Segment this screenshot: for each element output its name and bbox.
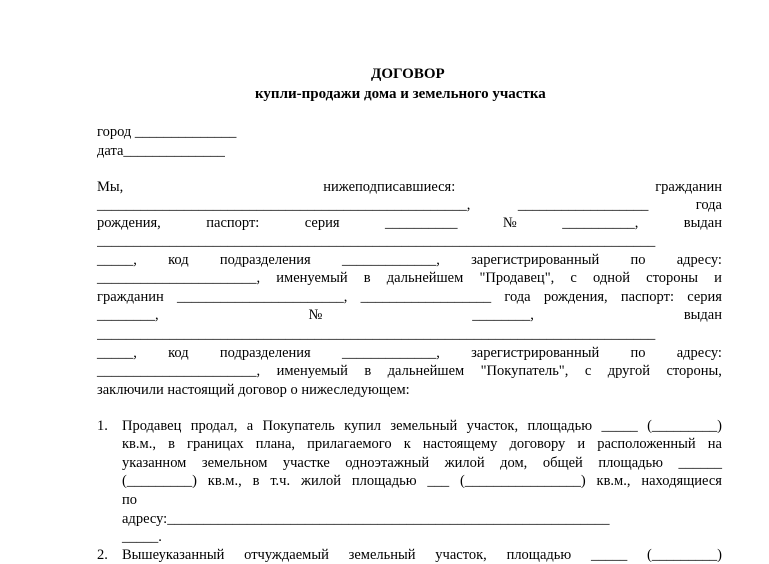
word: _______________________, — [177, 289, 348, 305]
parties-line-2 — [97, 196, 722, 214]
word: паспорт: — [206, 215, 260, 231]
word: адресу: — [676, 252, 722, 268]
word: _____ — [591, 547, 628, 563]
item-1-line-2 — [122, 435, 722, 453]
parties-line-12: заключили настоящий договор о нижеследующем: — [97, 382, 410, 398]
word: № — [502, 215, 517, 231]
document-title: ДОГОВОР — [371, 66, 445, 82]
word: кв.м., — [122, 436, 156, 452]
word: т.ч. — [270, 473, 291, 489]
item-1-line-5: по — [122, 492, 138, 508]
word: ______ — [678, 455, 722, 471]
item-1-number: 1. — [97, 418, 108, 434]
item-1-line-4 — [122, 472, 722, 490]
word: выдан — [683, 215, 722, 231]
word: в — [364, 363, 372, 379]
word: года — [504, 289, 531, 305]
item-2-number: 2. — [97, 547, 108, 563]
word: ______________________, — [97, 270, 261, 286]
item-1-line-1 — [122, 417, 722, 435]
word: Покупатель — [262, 418, 335, 434]
word: настоящему — [422, 436, 498, 452]
word: находящиеся — [641, 473, 722, 489]
word: подразделения — [219, 252, 311, 268]
word: участок, — [435, 547, 487, 563]
word: площадью — [527, 418, 593, 434]
word: "Покупатель", — [480, 363, 569, 379]
word: площадью — [598, 455, 663, 471]
parties-line-11 — [97, 362, 722, 380]
word: в — [168, 436, 175, 452]
word: общей — [542, 455, 583, 471]
word: площадью — [506, 547, 572, 563]
word: Вышеуказанный — [122, 547, 225, 563]
word: по — [630, 345, 646, 361]
word: серия — [687, 289, 722, 305]
word: ________, — [97, 307, 159, 323]
word: в — [363, 270, 371, 286]
word: одноэтажный — [345, 455, 430, 471]
word: _____ — [601, 418, 638, 434]
word: прилагаемого — [307, 436, 392, 452]
word: договору — [509, 436, 566, 452]
word: код — [168, 252, 189, 268]
word: земельный — [390, 418, 458, 434]
parties-line-6 — [97, 269, 722, 287]
word: ______________________, — [97, 363, 261, 379]
word: кв.м., — [207, 473, 242, 489]
word: код — [168, 345, 189, 361]
word: одной — [593, 270, 630, 286]
word: Мы, — [97, 179, 124, 195]
word: подразделения — [219, 345, 311, 361]
parties-line-7 — [97, 288, 722, 306]
word: __________________ — [360, 289, 492, 305]
item-1-line-3 — [122, 454, 722, 472]
word: _____________, — [341, 252, 440, 268]
word: именуемый — [276, 270, 348, 286]
word: рождения, — [543, 289, 608, 305]
word: в — [252, 473, 260, 489]
word: стороны, — [666, 363, 722, 379]
word: к — [403, 436, 411, 452]
word: и — [577, 436, 586, 452]
word: зарегистрированный — [471, 345, 600, 361]
word: адресу: — [676, 345, 722, 361]
word: дальнейшем — [386, 270, 464, 286]
parties-line-1 — [97, 178, 722, 196]
word: зарегистрированный — [471, 252, 600, 268]
word: участок, — [466, 418, 519, 434]
word: выдан — [683, 307, 722, 323]
word: (_________) — [647, 547, 722, 563]
word: участке — [282, 455, 330, 471]
word: расположенный — [597, 436, 696, 452]
word: (_________) — [647, 418, 722, 434]
word: __________, — [562, 215, 639, 231]
word: а — [246, 418, 254, 434]
word: года — [695, 197, 722, 213]
word: с — [570, 270, 577, 286]
word: отчуждаемый — [244, 547, 329, 563]
parties-line-5 — [97, 251, 722, 269]
word: _____, — [97, 252, 137, 268]
word: стороны — [646, 270, 698, 286]
word: другой — [607, 363, 650, 379]
word: и — [714, 270, 722, 286]
word: _____________, — [341, 345, 440, 361]
word: по — [630, 252, 646, 268]
item-1-line-6: адресу:_____________________________________________________________ — [122, 511, 610, 527]
word: (_________) — [122, 473, 197, 489]
word: Продавец — [122, 418, 182, 434]
word: плана, — [255, 436, 296, 452]
word: площадью — [351, 473, 417, 489]
date-line: дата______________ — [97, 143, 225, 159]
word: земельный — [348, 547, 416, 563]
word: __________ — [384, 215, 458, 231]
word: продал, — [190, 418, 238, 434]
word: гражданин — [655, 179, 722, 195]
word: дальнейшем — [387, 363, 465, 379]
word: __________________ — [517, 197, 649, 213]
parties-line-10 — [97, 344, 722, 362]
parties-line-8 — [97, 306, 722, 324]
word: _____, — [97, 345, 137, 361]
word: ___________________________________________________, — [97, 197, 471, 213]
word: купил — [344, 418, 381, 434]
word: указанном — [122, 455, 187, 471]
item-2-line-1 — [122, 546, 722, 564]
word: ___ — [427, 473, 450, 489]
word: паспорт: — [620, 289, 674, 305]
word: № — [308, 307, 323, 323]
word: кв.м., — [596, 473, 631, 489]
word: ________, — [472, 307, 534, 323]
parties-line-3 — [97, 214, 722, 232]
word: земельном — [201, 455, 268, 471]
word: нижеподписавшиеся: — [323, 179, 456, 195]
word: дом, — [500, 455, 528, 471]
word: (________________) — [460, 473, 586, 489]
word: с — [584, 363, 592, 379]
parties-line-9: _____________________________________________________________________________ — [97, 326, 656, 342]
word: границах — [187, 436, 244, 452]
city-line: город ______________ — [97, 124, 237, 140]
word: жилой — [300, 473, 341, 489]
word: рождения, — [97, 215, 161, 231]
item-1-line-7: _____. — [122, 529, 162, 545]
word: гражданин — [97, 289, 164, 305]
document-subtitle: купли-продажи дома и земельного участка — [255, 86, 546, 102]
word: именуемый — [276, 363, 348, 379]
word: "Продавец", — [479, 270, 555, 286]
parties-line-4: _____________________________________________________________________________ — [97, 233, 656, 249]
word: жилой — [444, 455, 485, 471]
word: на — [707, 436, 722, 452]
word: серия — [304, 215, 340, 231]
